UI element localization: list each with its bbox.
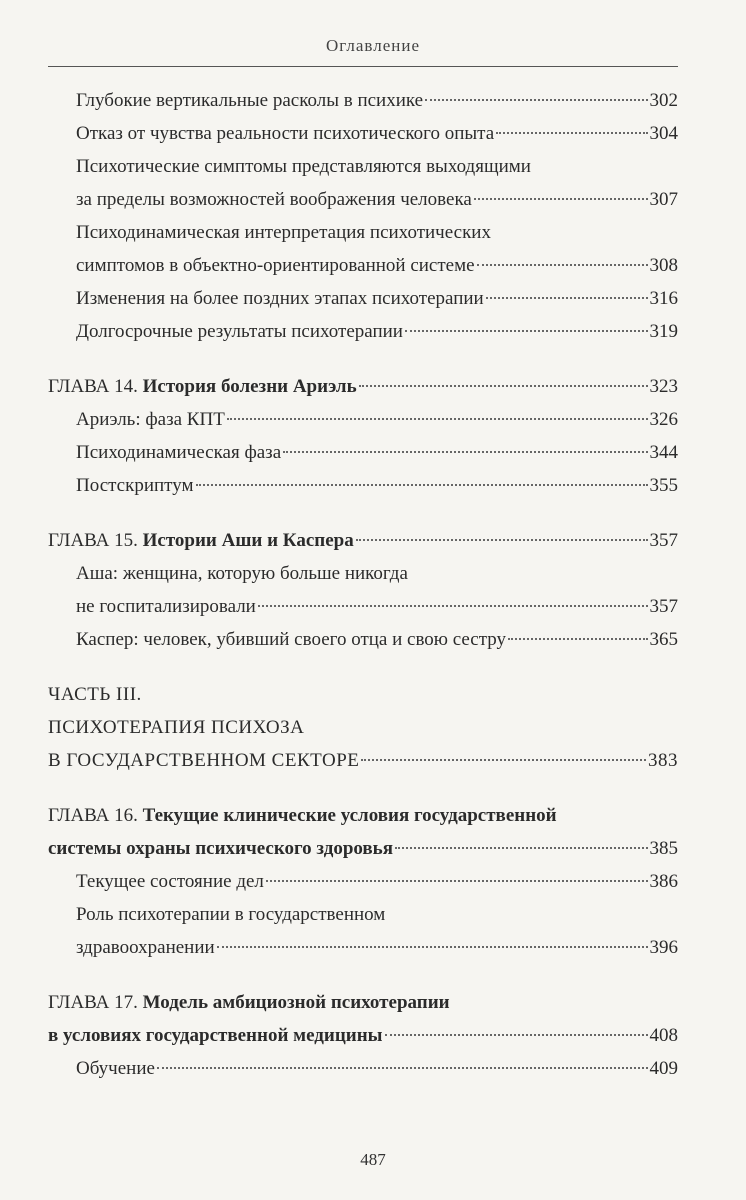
- toc-entry[interactable]: [48, 1052, 678, 1085]
- chapter-title-line: Модель амбициозной психотерапии: [142, 992, 450, 1013]
- entry-title: Текущее состояние дел: [76, 871, 264, 892]
- toc-entry[interactable]: [48, 623, 678, 656]
- toc-chapter[interactable]: [48, 799, 678, 865]
- toc-entry[interactable]: [48, 282, 678, 315]
- chapter-label: ГЛАВА 16.: [48, 805, 138, 826]
- page-number: 365: [649, 629, 678, 650]
- page-number: 386: [649, 871, 678, 892]
- entry-title: Ариэль: фаза КПТ: [76, 409, 225, 430]
- entry-title: за пределы возможностей воображения человека: [76, 189, 472, 210]
- toc-entry[interactable]: [48, 865, 678, 898]
- entry-title-line: Психодинамическая интерпретация психотических: [76, 222, 491, 243]
- entry-title: Изменения на более поздних этапах психотерапии: [76, 288, 484, 309]
- toc-entry[interactable]: [48, 315, 678, 348]
- page-number: 316: [649, 288, 678, 309]
- entry-title: не госпитализировали: [76, 596, 256, 617]
- toc-chapter[interactable]: [48, 370, 678, 403]
- part-title: В ГОСУДАРСТВЕННОМ СЕКТОРЕ: [48, 750, 360, 771]
- entry-title: Отказ от чувства реальности психотического опыта: [76, 123, 495, 144]
- dot-leader: [283, 451, 647, 453]
- toc-entry[interactable]: [48, 898, 678, 964]
- entry-title-line: Роль психотерапии в государственном: [76, 904, 386, 925]
- part-title-line: ПСИХОТЕРАПИЯ ПСИХОЗА: [48, 717, 305, 738]
- spacer: [48, 656, 678, 678]
- dot-leader: [385, 1034, 648, 1036]
- toc-entry[interactable]: [48, 403, 678, 436]
- dot-leader: [486, 297, 648, 299]
- dot-leader: [395, 847, 647, 849]
- toc-entry[interactable]: [48, 117, 678, 150]
- chapter-title: История болезни Ариэль: [142, 376, 357, 397]
- page-number: 357: [649, 530, 678, 551]
- page-number-footer: 487: [360, 1150, 386, 1169]
- entry-title: Глубокие вертикальные расколы в психике: [76, 90, 424, 111]
- dot-leader: [227, 418, 648, 420]
- page-number: 357: [649, 596, 678, 617]
- chapter-label: ГЛАВА 15.: [48, 530, 138, 551]
- entry-title: здравоохранении: [76, 937, 215, 958]
- page-number: 304: [649, 123, 678, 144]
- header-rule: [48, 66, 678, 67]
- entry-title-line: Психотические симптомы представляются выходящими: [76, 156, 531, 177]
- running-header: Оглавление: [326, 36, 420, 55]
- dot-leader: [474, 198, 648, 200]
- table-of-contents: [48, 84, 678, 1085]
- page-number: 307: [649, 189, 678, 210]
- spacer: [48, 348, 678, 370]
- chapter-title: в условиях государственной медицины: [48, 1025, 383, 1046]
- entry-title: Каспер: человек, убивший своего отца и свою сестру: [76, 629, 507, 650]
- toc-chapter[interactable]: [48, 524, 678, 557]
- entry-title: Постскриптум: [76, 475, 194, 496]
- spacer: [48, 964, 678, 986]
- dot-leader: [196, 484, 648, 486]
- dot-leader: [217, 946, 648, 948]
- dot-leader: [496, 132, 647, 134]
- dot-leader: [361, 759, 646, 761]
- page-number: 323: [649, 376, 678, 397]
- dot-leader: [477, 264, 648, 266]
- chapter-label: ГЛАВА 17.: [48, 992, 138, 1013]
- page-number: 383: [648, 750, 678, 771]
- dot-leader: [359, 385, 648, 387]
- page-number: 355: [649, 475, 678, 496]
- toc-chapter[interactable]: [48, 986, 678, 1052]
- toc-part[interactable]: [48, 678, 678, 777]
- toc-entry[interactable]: [48, 216, 678, 282]
- entry-title-line: Аша: женщина, которую больше никогда: [76, 563, 408, 584]
- page-number: 385: [649, 838, 678, 859]
- chapter-label: ГЛАВА 14.: [48, 376, 138, 397]
- dot-leader: [266, 880, 648, 882]
- chapter-title: системы охраны психического здоровья: [48, 838, 394, 859]
- spacer: [48, 502, 678, 524]
- page-number: 344: [649, 442, 678, 463]
- entry-title: симптомов в объектно-ориентированной системе: [76, 255, 475, 276]
- page-number: 326: [649, 409, 678, 430]
- toc-entry[interactable]: [48, 557, 678, 623]
- chapter-title: Истории Аши и Каспера: [142, 530, 354, 551]
- toc-entry[interactable]: [48, 436, 678, 469]
- dot-leader: [258, 605, 648, 607]
- entry-title: Обучение: [76, 1058, 155, 1079]
- page-number: 319: [649, 321, 678, 342]
- toc-entry[interactable]: [48, 469, 678, 502]
- toc-entry[interactable]: [48, 150, 678, 216]
- spacer: [48, 777, 678, 799]
- page-number: 409: [649, 1058, 678, 1079]
- page-number: 396: [649, 937, 678, 958]
- dot-leader: [425, 99, 647, 101]
- page-number: 408: [649, 1025, 678, 1046]
- entry-title: Психодинамическая фаза: [76, 442, 282, 463]
- page-number: 302: [649, 90, 678, 111]
- dot-leader: [508, 638, 647, 640]
- toc-entry[interactable]: [48, 84, 678, 117]
- dot-leader: [356, 539, 648, 541]
- dot-leader: [405, 330, 648, 332]
- chapter-title-line: Текущие клинические условия государственной: [142, 805, 557, 826]
- part-label: ЧАСТЬ III.: [48, 684, 142, 705]
- entry-title: Долгосрочные результаты психотерапии: [76, 321, 403, 342]
- dot-leader: [157, 1067, 648, 1069]
- page-number: 308: [649, 255, 678, 276]
